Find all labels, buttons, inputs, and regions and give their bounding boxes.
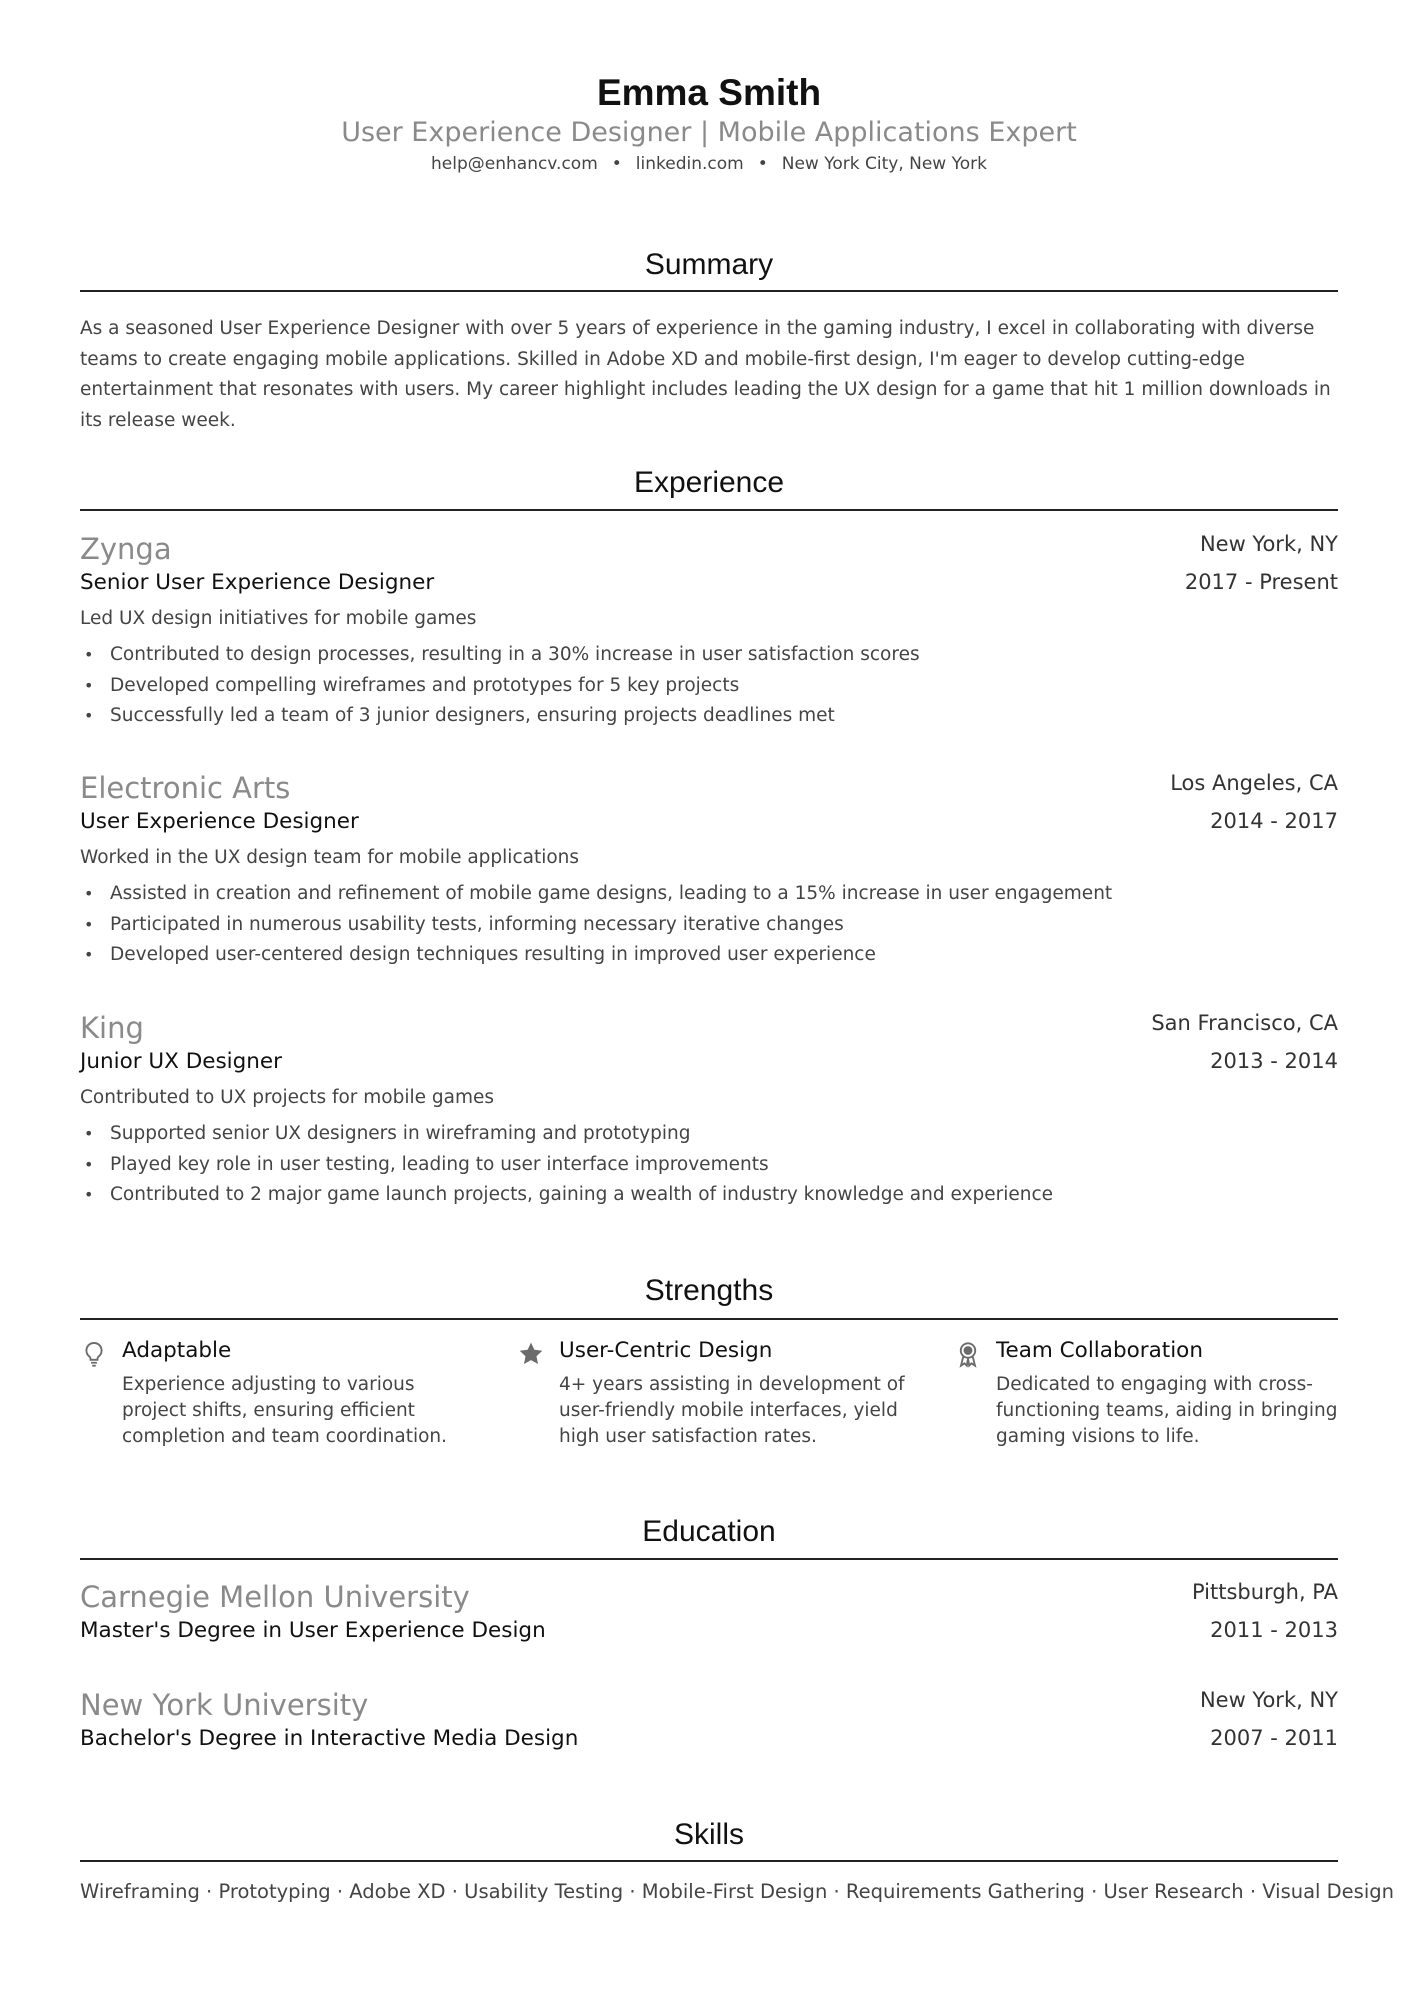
- achievement-item: • Played key role in user testing, leading to user interface improvements: [80, 1150, 1053, 1181]
- job-location: New York, NY: [1199, 532, 1338, 556]
- achievement-item: • Developed user-centered design techniques resulting in improved user experience: [80, 940, 1112, 971]
- education-dates: 2011 - 2013: [1210, 1618, 1338, 1642]
- degree-title: Master's Degree in User Experience Design: [80, 1618, 546, 1643]
- lightbulb-icon: [80, 1340, 108, 1368]
- strength-description: 4+ years assisting in development of user-friendly mobile interfaces, yield high user satisfaction rates.: [559, 1374, 905, 1447]
- achievement-item: • Assisted in creation and refinement of mobile game designs, leading to a 15% increase in user engagement: [80, 879, 1112, 910]
- email-link[interactable]: help@enhancv.com: [431, 154, 598, 174]
- job-title: Junior UX Designer: [80, 1049, 282, 1074]
- summary-heading: Summary: [644, 248, 774, 281]
- skill-item: Visual Design: [1262, 1880, 1394, 1903]
- school-name: New York University: [80, 1688, 369, 1722]
- skill-item: Prototyping: [218, 1880, 331, 1903]
- job-dates: 2014 - 2017: [1210, 809, 1338, 833]
- skill-separator: ·: [330, 1880, 350, 1903]
- achievement-item: • Participated in numerous usability tests, informing necessary iterative changes: [80, 910, 1112, 941]
- company-name: King: [80, 1011, 144, 1045]
- job-title: User Experience Designer: [80, 809, 359, 834]
- skill-item: Mobile-First Design: [641, 1880, 828, 1903]
- skills-heading: Skills: [673, 1818, 744, 1851]
- job-description: Contributed to UX projects for mobile games: [80, 1087, 495, 1108]
- education-dates: 2007 - 2011: [1210, 1726, 1338, 1750]
- job-location: San Francisco, CA: [1151, 1011, 1338, 1035]
- job-dates: 2017 - Present: [1184, 570, 1338, 594]
- company-name: Electronic Arts: [80, 771, 291, 805]
- candidate-headline: User Experience Designer | Mobile Applications Expert: [341, 117, 1077, 148]
- company-name: Zynga: [80, 532, 172, 566]
- section-divider: [80, 1860, 1338, 1862]
- skill-separator: ·: [1084, 1880, 1104, 1903]
- achievement-item: • Successfully led a team of 3 junior designers, ensuring projects deadlines met: [80, 701, 920, 732]
- strength-description: Experience adjusting to various project shifts, ensuring efficient completion and team coordination.: [122, 1374, 448, 1447]
- section-divider: [80, 1318, 1338, 1320]
- achievement-list: [80, 1119, 1053, 1211]
- section-divider: [80, 290, 1338, 292]
- contact-separator: •: [757, 154, 768, 174]
- location-text: New York City, New York: [781, 154, 987, 174]
- contact-separator: •: [611, 154, 622, 174]
- award-icon: [954, 1340, 982, 1368]
- school-location: New York, NY: [1199, 1688, 1338, 1712]
- skill-separator: ·: [445, 1880, 465, 1903]
- skills-list: [80, 1880, 1394, 1903]
- achievement-item: • Developed compelling wireframes and prototypes for 5 key projects: [80, 671, 920, 702]
- skill-item: User Research: [1103, 1880, 1244, 1903]
- skill-item: Usability Testing: [464, 1880, 624, 1903]
- achievement-list: [80, 879, 1112, 971]
- skill-item: Wireframing: [80, 1880, 200, 1903]
- strength-title: Team Collaboration: [996, 1338, 1203, 1363]
- strength-title: Adaptable: [122, 1338, 232, 1363]
- degree-title: Bachelor's Degree in Interactive Media Design: [80, 1726, 579, 1751]
- job-description: Worked in the UX design team for mobile applications: [80, 847, 580, 868]
- contact-line: [80, 154, 1338, 174]
- achievement-item: • Contributed to 2 major game launch projects, gaining a wealth of industry knowledge and experience: [80, 1180, 1053, 1211]
- strength-title: User-Centric Design: [559, 1338, 773, 1363]
- education-heading: Education: [642, 1515, 776, 1548]
- skill-separator: ·: [623, 1880, 642, 1903]
- job-title: Senior User Experience Designer: [80, 570, 435, 595]
- skill-item: Adobe XD: [349, 1880, 446, 1903]
- skill-separator: ·: [827, 1880, 846, 1903]
- strength-description: Dedicated to engaging with cross-functioning teams, aiding in bringing gaming visions to life.: [996, 1374, 1338, 1447]
- skill-separator: ·: [1243, 1880, 1263, 1903]
- experience-heading: Experience: [633, 466, 785, 499]
- summary-text: As a seasoned User Experience Designer with over 5 years of experience in the gaming industry, I excel in collaborating with diverse teams to create engaging mobile applications. Skilled in Adobe XD and mobile-first design, I'm eager to develop cutting-edge entertainment that resonates with users. My career highlight includes leading the UX design for a game that hit 1 million downloads in its release week.: [80, 318, 1331, 431]
- job-dates: 2013 - 2014: [1210, 1049, 1338, 1073]
- achievement-item: • Supported senior UX designers in wireframing and prototyping: [80, 1119, 1053, 1150]
- skill-item: Requirements Gathering: [845, 1880, 1085, 1903]
- linkedin-link[interactable]: linkedin.com: [635, 154, 744, 174]
- job-description: Led UX design initiatives for mobile games: [80, 608, 477, 629]
- achievement-list: [80, 640, 920, 732]
- strengths-heading: Strengths: [644, 1274, 774, 1307]
- school-location: Pittsburgh, PA: [1191, 1580, 1338, 1604]
- section-divider: [80, 509, 1338, 511]
- job-location: Los Angeles, CA: [1170, 771, 1338, 795]
- star-icon: [517, 1340, 545, 1368]
- section-divider: [80, 1558, 1338, 1560]
- skill-separator: ·: [199, 1880, 219, 1903]
- achievement-item: • Contributed to design processes, resulting in a 30% increase in user satisfaction scores: [80, 640, 920, 671]
- candidate-name: Emma Smith: [596, 72, 822, 113]
- school-name: Carnegie Mellon University: [80, 1580, 470, 1614]
